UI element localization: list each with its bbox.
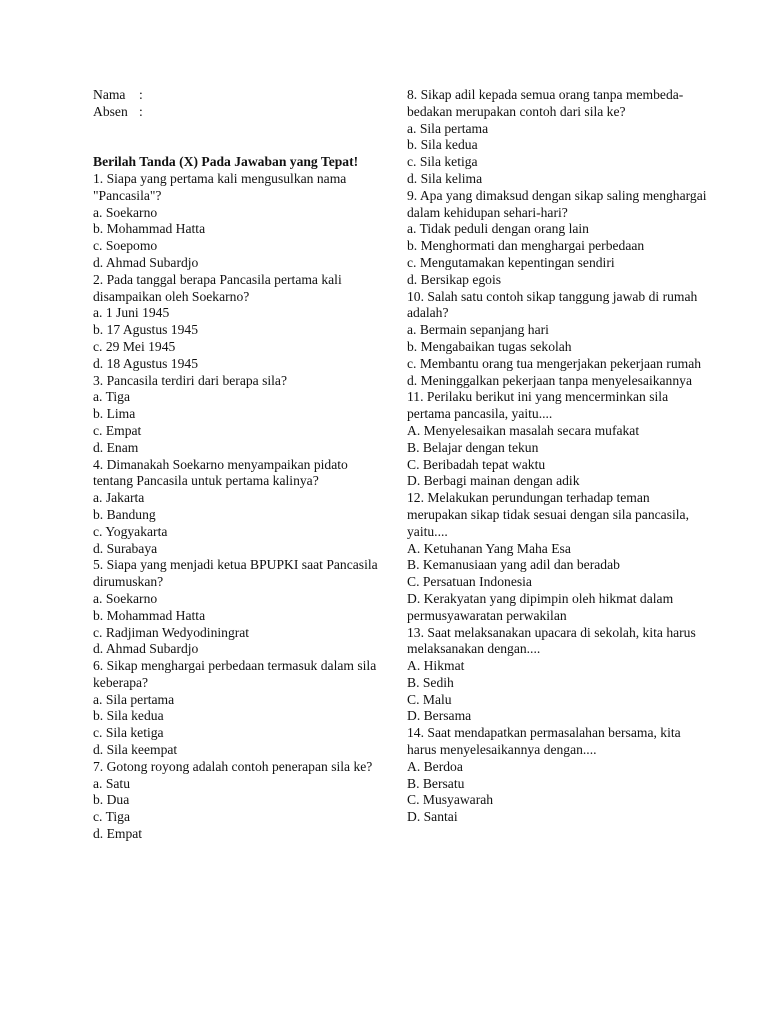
answer-option: c. Mengutamakan kepentingan sendiri (407, 254, 615, 270)
answer-option: d. Ahmad Subardjo (93, 641, 199, 657)
answer-option: c. Yogyakarta (93, 523, 168, 539)
question-text: 6. Sikap menghargai perbedaan termasuk dalam sila keberapa? (93, 658, 377, 690)
instruction-heading: Berilah Tanda (X) Pada Jawaban yang Tepat! (93, 154, 359, 170)
answer-option: d. Ahmad Subardjo (93, 254, 199, 270)
answer-option: d. Meninggalkan pekerjaan tanpa menyelesaikannya (407, 372, 692, 388)
answer-option: a. 1 Juni 1945 (93, 305, 170, 321)
absen-label: Absen (93, 103, 128, 119)
answer-option: B. Sedih (407, 674, 454, 690)
answer-option: b. Mohammad Hatta (93, 221, 206, 237)
answer-option: c. Sila ketiga (407, 154, 478, 170)
answer-option: C. Persatuan Indonesia (407, 574, 532, 590)
question-text: 3. Pancasila terdiri dari berapa sila? (93, 372, 288, 388)
answer-option: A. Berdoa (407, 758, 463, 774)
answer-option: d. Sila kelima (407, 170, 483, 186)
nama-separator: : (139, 87, 143, 102)
answer-option: c. Tiga (93, 809, 131, 825)
question-text: 9. Apa yang dimaksud dengan sikap saling menghargai dalam kehidupan sehari-hari? (407, 187, 707, 220)
nama-label: Nama (93, 87, 126, 102)
question-text: 10. Salah satu contoh sikap tanggung jawab di rumah adalah? (407, 288, 698, 321)
answer-option: D. Kerakyatan yang dipimpin oleh hikmat dalam permusyawaratan perwakilan (407, 590, 674, 623)
answer-option: a. Soekarno (93, 204, 158, 220)
answer-option: c. 29 Mei 1945 (93, 338, 176, 354)
answer-option: d. Enam (93, 439, 139, 455)
answer-option: c. Radjiman Wedyodiningrat (93, 624, 250, 640)
answer-option: d. Empat (93, 826, 143, 842)
question-block-9 (407, 188, 707, 289)
answer-option: C. Musyawarah (407, 792, 494, 808)
question-block-3 (93, 373, 383, 457)
answer-option: b. 17 Agustus 1945 (93, 322, 198, 338)
answer-option: a. Tiga (93, 389, 131, 405)
answer-option: a. Soekarno (93, 590, 158, 606)
question-block-1 (93, 171, 383, 272)
answer-option: B. Kemanusiaan yang adil dan beradab (407, 557, 620, 573)
question-block-6 (93, 658, 383, 759)
answer-option: b. Menghormati dan menghargai perbedaan (407, 238, 645, 254)
answer-option: D. Bersama (407, 708, 472, 724)
question-text: 14. Saat mendapatkan permasalahan bersama, kita harus menyelesaikannya dengan.... (407, 725, 681, 758)
question-block-12 (407, 490, 707, 624)
answer-option: A. Menyelesaikan masalah secara mufakat (407, 422, 640, 438)
question-text: 1. Siapa yang pertama kali mengusulkan nama "Pancasila"? (93, 170, 347, 203)
question-block-14 (407, 725, 707, 826)
answer-option: b. Mohammad Hatta (93, 607, 206, 623)
question-block-7 (93, 759, 383, 843)
answer-option: d. Surabaya (93, 540, 158, 556)
right-column (407, 87, 707, 826)
answer-option: b. Sila kedua (407, 137, 478, 153)
answer-option: D. Santai (407, 809, 458, 825)
question-text: 5. Siapa yang menjadi ketua BPUPKI saat Pancasila dirumuskan? (93, 557, 378, 590)
question-text: 8. Sikap adil kepada semua orang tanpa membeda- bedakan merupakan contoh dari sila ke? (407, 87, 684, 119)
answer-option: A. Ketuhanan Yang Maha Esa (407, 540, 571, 556)
question-block-8 (407, 87, 707, 188)
question-block-4 (93, 457, 383, 558)
absen-separator: : (139, 103, 143, 119)
answer-option: a. Bermain sepanjang hari (407, 322, 549, 338)
question-block-2 (93, 272, 383, 373)
question-block-5 (93, 557, 383, 658)
nama-row (93, 87, 383, 104)
answer-option: C. Malu (407, 691, 452, 707)
answer-option: c. Empat (93, 422, 142, 438)
question-text: 7. Gotong royong adalah contoh penerapan sila ke? (93, 758, 373, 774)
answer-option: b. Sila kedua (93, 708, 164, 724)
question-text: 11. Perilaku berikut ini yang mencerminkan sila pertama pancasila, yaitu.... (407, 389, 669, 422)
answer-option: B. Belajar dengan tekun (407, 439, 539, 455)
answer-option: b. Dua (93, 792, 130, 808)
answer-option: a. Sila pertama (407, 120, 489, 136)
answer-option: B. Bersatu (407, 775, 465, 791)
answer-option: a. Jakarta (93, 490, 145, 506)
answer-option: a. Satu (93, 775, 130, 791)
question-text: 4. Dimanakah Soekarno menyampaikan pidato tentang Pancasila untuk pertama kalinya? (93, 456, 348, 489)
question-text: 2. Pada tanggal berapa Pancasila pertama kali disampaikan oleh Soekarno? (93, 271, 342, 304)
answer-option: d. Sila keempat (93, 742, 178, 758)
question-block-10 (407, 289, 707, 390)
answer-option: b. Bandung (93, 506, 156, 522)
answer-option: c. Soepomo (93, 238, 158, 254)
question-block-13 (407, 625, 707, 726)
answer-option: d. 18 Agustus 1945 (93, 355, 198, 371)
spacer (93, 121, 383, 155)
answer-option: a. Tidak peduli dengan orang lain (407, 221, 589, 237)
answer-option: C. Beribadah tepat waktu (407, 456, 546, 472)
question-block-11 (407, 389, 707, 490)
answer-option: d. Bersikap egois (407, 271, 502, 287)
absen-row (93, 104, 383, 121)
left-column (93, 87, 383, 843)
answer-option: D. Berbagi mainan dengan adik (407, 473, 580, 489)
question-text: 13. Saat melaksanakan upacara di sekolah, kita harus melaksanakan dengan.... (407, 624, 696, 657)
question-text: 12. Melakukan perundungan terhadap teman merupakan sikap tidak sesuai dengan sila pancasila, yaitu.... (407, 490, 689, 539)
answer-option: b. Mengabaikan tugas sekolah (407, 338, 572, 354)
answer-option: b. Lima (93, 406, 136, 422)
answer-option: A. Hikmat (407, 658, 465, 674)
answer-option: c. Sila ketiga (93, 725, 164, 741)
answer-option: a. Sila pertama (93, 691, 175, 707)
answer-option: c. Membantu orang tua mengerjakan pekerjaan rumah (407, 355, 702, 371)
